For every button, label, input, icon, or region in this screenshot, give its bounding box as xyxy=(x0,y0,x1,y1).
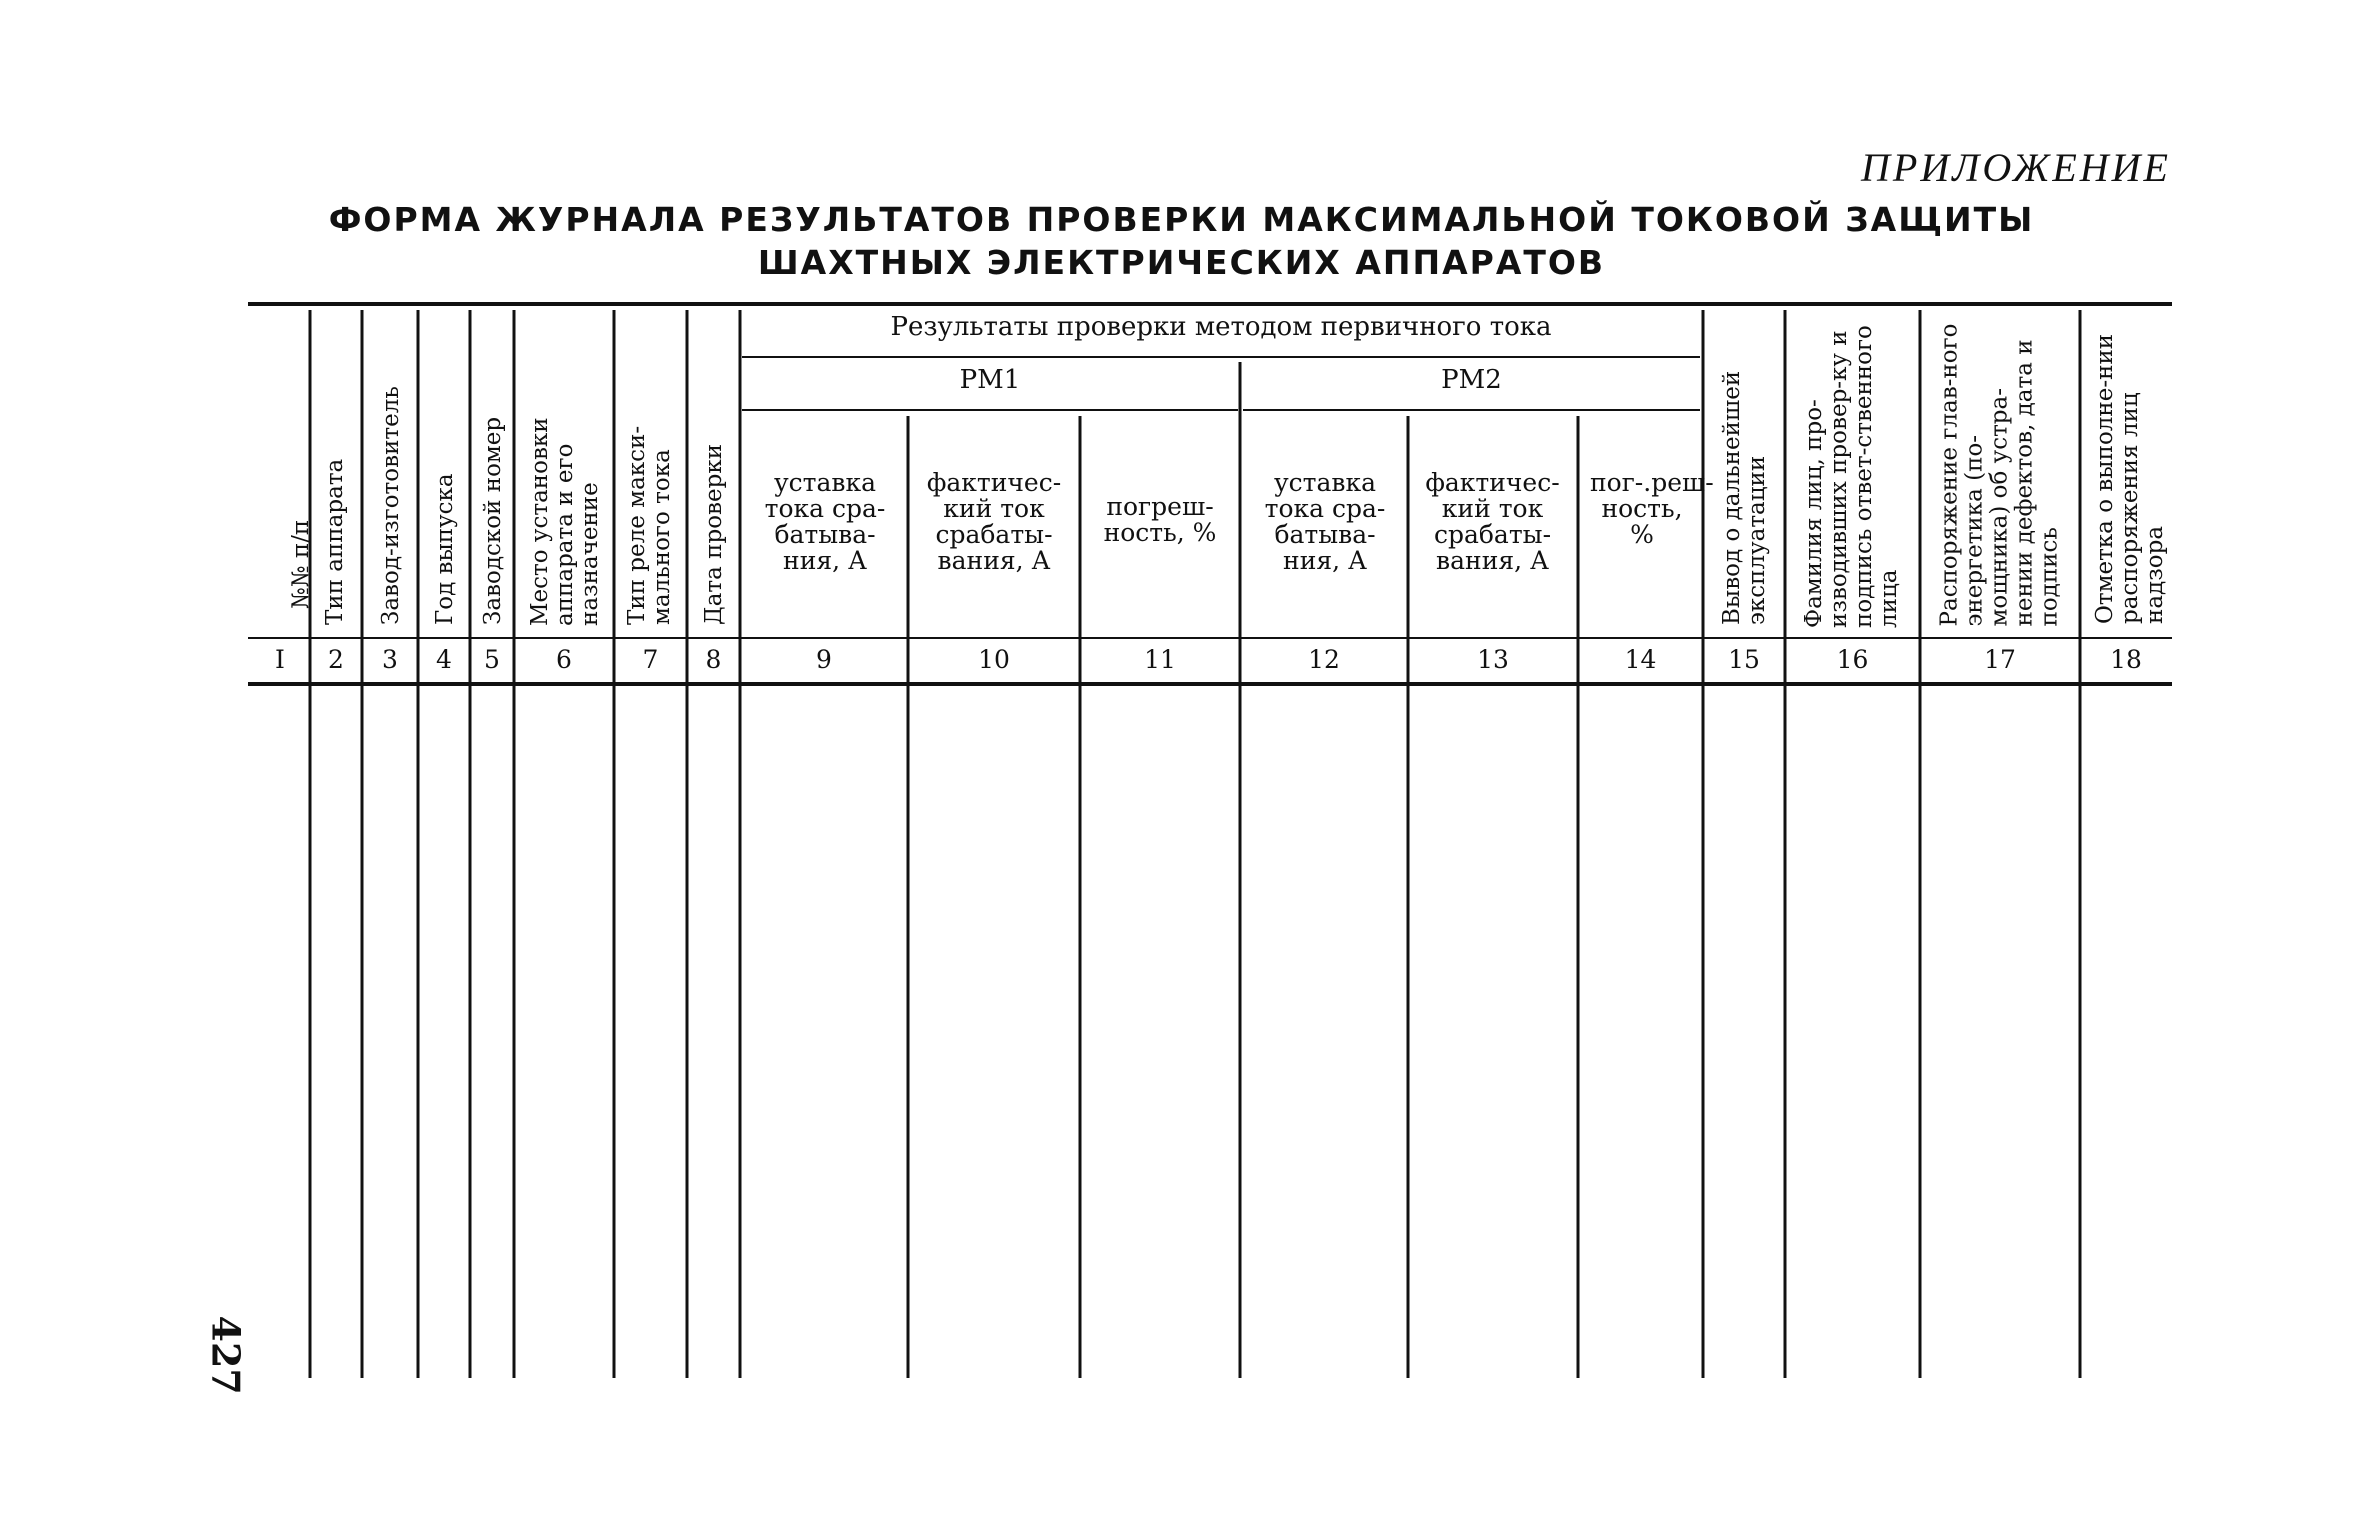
col-header-8: Дата проверки xyxy=(700,443,727,625)
col-number-8: 8 xyxy=(705,645,722,674)
col-header-4: Год выпуска xyxy=(431,473,458,625)
col-header-14: пог-.реш-ность, % xyxy=(1590,468,1714,549)
col-number-2: 2 xyxy=(328,645,344,674)
col-header-16: Фамилия лиц, про-изводивших провер-ку и подпись ответ-ственного лица xyxy=(1801,325,1902,628)
col-number-11: 11 xyxy=(1144,645,1176,674)
col-number-1: I xyxy=(275,645,285,674)
col-header-15: Вывод о дальнейшей эксплуатации xyxy=(1719,370,1770,625)
col-number-15: 15 xyxy=(1728,645,1760,674)
subgroup-rm1: РМ1 xyxy=(959,365,1021,395)
col-header-10: фактичес-кий ток срабаты-вания, А xyxy=(926,468,1062,575)
col-number-9: 9 xyxy=(816,645,832,674)
col-header-5: Заводской номер xyxy=(479,416,506,625)
col-number-4: 4 xyxy=(436,645,452,674)
col-header-1: №№ п/п xyxy=(287,519,314,609)
col-header-17: Распоряжение глав-ного энергетика (по-мощника) об устра-нении дефектов, дата и подпись xyxy=(1936,323,2063,627)
col-number-18: 18 xyxy=(2110,645,2142,674)
col-header-13: фактичес-кий ток срабаты-вания, А xyxy=(1425,468,1560,575)
col-number-14: 14 xyxy=(1624,645,1657,674)
col-number-10: 10 xyxy=(978,645,1010,674)
col-header-3: Завод-изготовитель xyxy=(377,386,404,625)
group-title: Результаты проверки методом первичного тока xyxy=(890,312,1552,342)
col-header-18: Отметка о выполне-нии распоряжения лиц надзора xyxy=(2091,333,2168,624)
col-number-3: 3 xyxy=(382,645,398,674)
col-header-7: Тип реле макси-мального тока xyxy=(624,425,675,625)
col-header-9: уставка тока сра-батыва-ния, А xyxy=(764,468,886,575)
col-number-7: 7 xyxy=(642,645,659,674)
col-number-6: 6 xyxy=(556,645,572,674)
appendix-label: ПРИЛОЖЕНИЕ xyxy=(1861,145,2171,190)
subgroup-rm2: РМ2 xyxy=(1441,365,1502,395)
col-number-5: 5 xyxy=(484,645,500,674)
page-number: 427 xyxy=(203,1315,249,1395)
col-number-12: 12 xyxy=(1308,645,1340,674)
col-number-16: 16 xyxy=(1836,645,1869,674)
col-header-2: Тип аппарата xyxy=(321,458,348,625)
col-header-12: уставка тока сра-батыва-ния, А xyxy=(1264,468,1386,575)
col-header-6: Место установки аппарата и его назначение xyxy=(526,417,603,626)
col-header-11: погреш-ность, % xyxy=(1103,492,1217,547)
form-title-line-2: ШАХТНЫХ ЭЛЕКТРИЧЕСКИХ АППАРАТОВ xyxy=(757,243,1606,282)
col-number-17: 17 xyxy=(1984,645,2016,674)
col-number-13: 13 xyxy=(1477,645,1509,674)
form-title-line-1: ФОРМА ЖУРНАЛА РЕЗУЛЬТАТОВ ПРОВЕРКИ МАКСИМАЛЬНОЙ ТОКОВОЙ ЗАЩИТЫ xyxy=(328,200,2035,239)
